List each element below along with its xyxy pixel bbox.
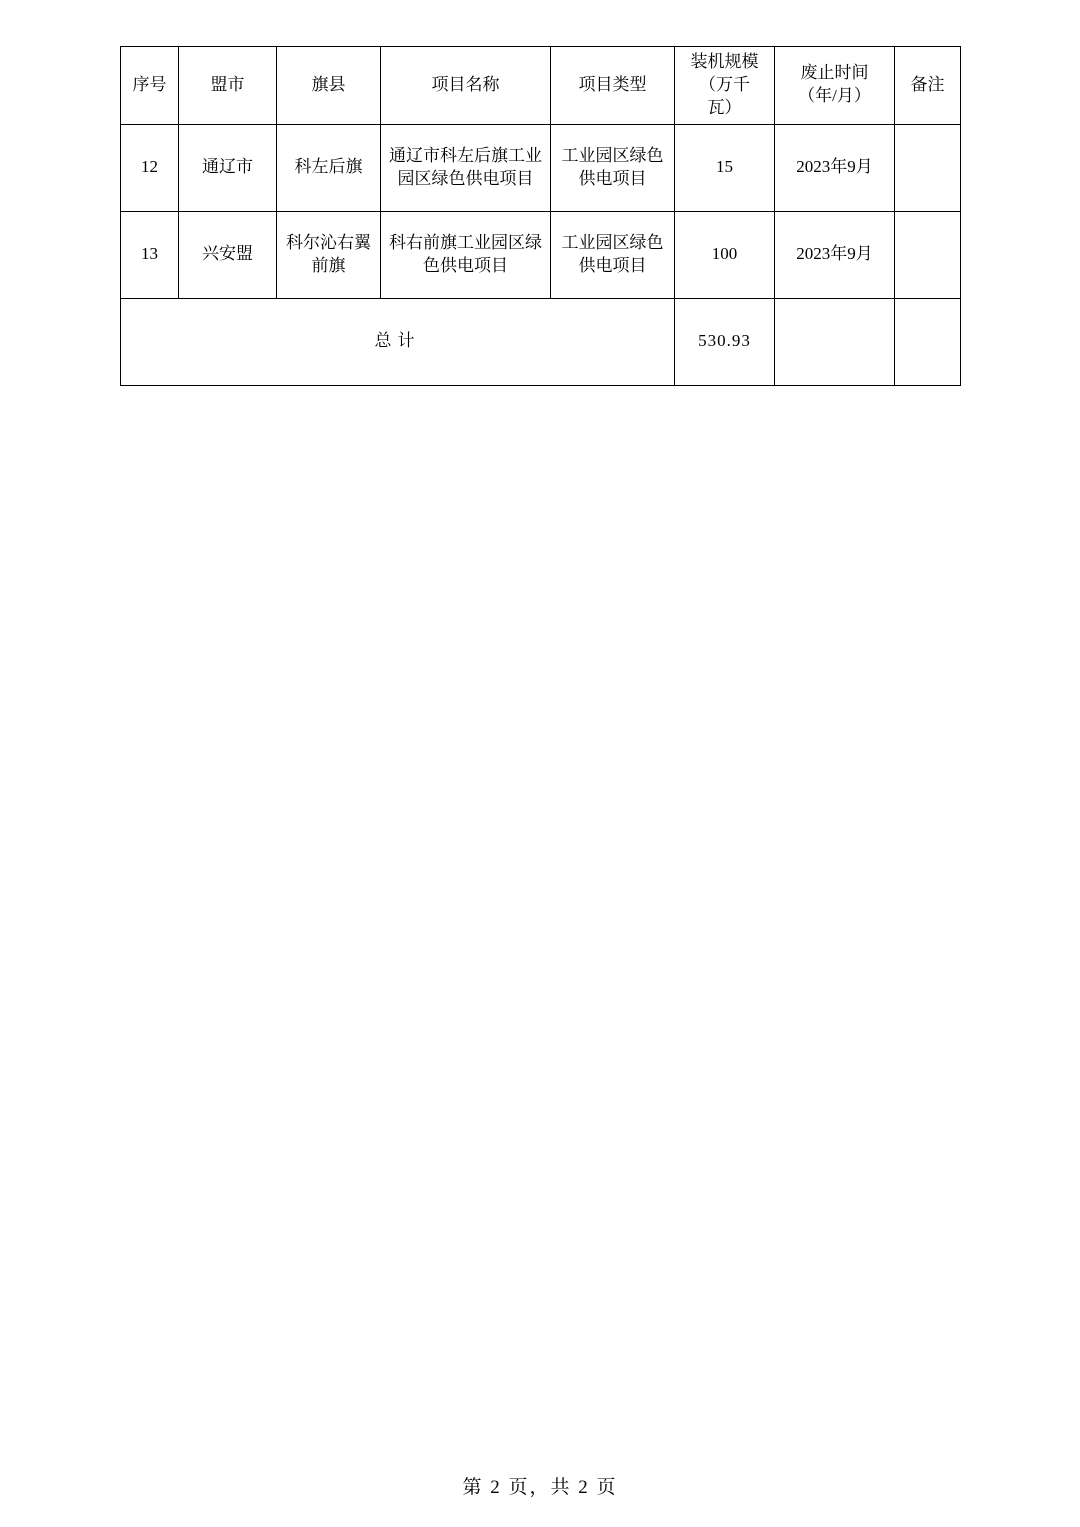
cell-capacity: 15 (675, 124, 775, 211)
cell-project-type: 工业园区绿色供电项目 (551, 124, 675, 211)
table-row (121, 211, 961, 298)
cell-remark (895, 124, 961, 211)
table-container (120, 46, 960, 386)
header-capacity-line3: 瓦） (707, 97, 742, 117)
cell-seq: 12 (121, 124, 179, 211)
cell-abolish-time: 2023年9月 (775, 124, 895, 211)
cell-seq: 13 (121, 211, 179, 298)
cell-remark (895, 211, 961, 298)
header-cell-city: 盟市 (179, 47, 277, 125)
cell-capacity: 100 (675, 211, 775, 298)
table-header (121, 47, 961, 125)
table-row (121, 124, 961, 211)
header-capacity-line1: 装机规模 (690, 52, 759, 71)
table-header-row (121, 47, 961, 125)
cell-project-name: 科右前旗工业园区绿色供电项目 (381, 211, 551, 298)
header-cell-project-name: 项目名称 (381, 47, 551, 125)
cell-city: 兴安盟 (179, 211, 277, 298)
cell-county: 科尔沁右翼前旗 (277, 211, 381, 298)
header-cell-capacity (675, 47, 775, 125)
header-time-line2: （年/月） (798, 86, 871, 106)
cell-abolish-time: 2023年9月 (775, 211, 895, 298)
header-time-line1: 废止时间 (800, 63, 869, 83)
cell-city: 通辽市 (179, 124, 277, 211)
cell-project-name: 通辽市科左后旗工业园区绿色供电项目 (381, 124, 551, 211)
header-capacity-line2: （万千 (699, 74, 750, 94)
header-cell-abolish-time (775, 47, 895, 125)
header-cell-county: 旗县 (277, 47, 381, 125)
cell-project-type: 工业园区绿色供电项目 (551, 211, 675, 298)
header-cell-seq: 序号 (121, 47, 179, 125)
table-body (121, 124, 961, 385)
total-label: 总计 (121, 298, 675, 385)
table-total-row (121, 298, 961, 385)
abolished-projects-table (120, 46, 961, 386)
total-capacity: 530.93 (675, 298, 775, 385)
header-cell-project-type: 项目类型 (551, 47, 675, 125)
header-cell-remark: 备注 (895, 47, 961, 125)
total-abolish-time (775, 298, 895, 385)
page-footer: 第 2 页，共 2 页 (462, 1477, 618, 1498)
total-remark (895, 298, 961, 385)
cell-county: 科左后旗 (277, 124, 381, 211)
